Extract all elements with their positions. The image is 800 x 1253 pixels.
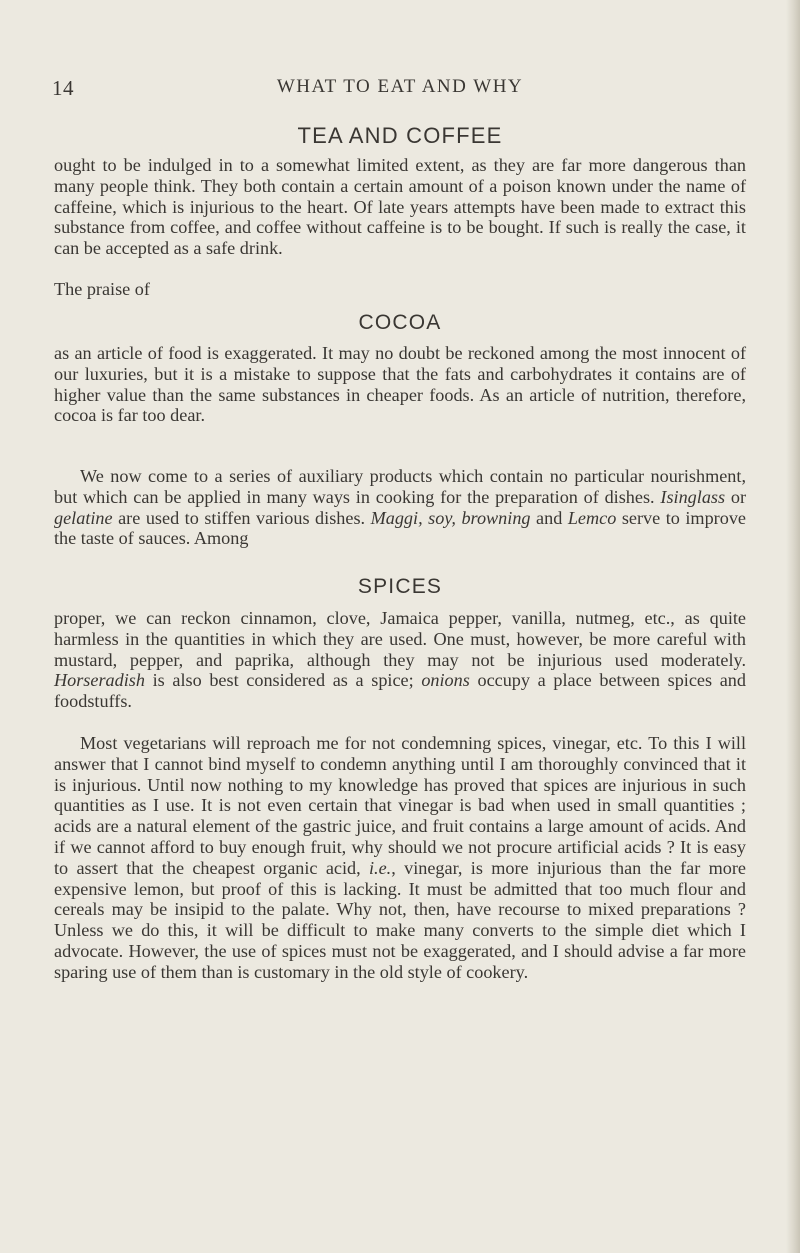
paragraph-cocoa: as an article of food is exaggerated. It may no doubt be reckoned among the most innocent of our luxuries, but it is a mistake to suppose that the fats and carbohydrates it contains are of higher value than the same substances in cheaper foods. As an article of nutrition, therefore, cocoa is far too dear. [54, 343, 746, 426]
paragraph-praise-of: The praise of [54, 279, 150, 299]
italic-horseradish: Horseradish [54, 670, 145, 691]
page-number: 14 [52, 76, 74, 100]
page-edge-shadow [786, 0, 800, 1253]
italic-isinglass: Isinglass [660, 486, 726, 507]
paragraph-auxiliary-products [54, 466, 746, 549]
italic-maggi-soy-browning: Maggi, soy, browning [370, 507, 531, 528]
text-run: are used to stiffen various dishes. [112, 507, 371, 528]
text-run: Most vegetarians will reproach me for not condemning spices, vinegar, etc. To this I will answer that I cannot bind myself to condemn anything until I am thoroughly convinced that it is injurious. Until now nothing to my knowledge has proved that spices are injurious in such quantities as I use. It is not even certain that vinegar is bad when used in small quantities ; acids are a natural element of the gastric juice, and fruit contains a large amount of acids. And if we cannot afford to buy enough fruit, why should we not procure artificial acids ? It is easy to assert that the cheapest organic acid, [54, 733, 746, 878]
text-run: is also best considered as a spice; [144, 670, 422, 691]
text-run: serve to improve the taste of sauces. Among [54, 507, 746, 549]
text-run: proper, we can reckon cinnamon, clove, Jamaica pepper, vanilla, nutmeg, etc., as quite harmless in the quantities in which they are used. One must, however, be more careful with mustard, pepper, and paprika, although they may not be injurious used moderately. [54, 608, 746, 670]
heading-spices: SPICES [357, 575, 443, 598]
text-run: occupy a place between spices and foodstuffs. [54, 670, 746, 712]
paragraph-tea-coffee: ought to be indulged in to a somewhat limited extent, as they are far more dangerous than many people think. They both contain a certain amount of a poison known under the name of caffeine, which is injurious to the heart. Of late years attempts have been made to extract this substance from coffee, and coffee without caffeine is to be bought. If such is really the case, it can be accepted as a safe drink. [54, 155, 746, 259]
text-run: We now come to a series of auxiliary products which contain no particular nourishment, but which can be applied in many ways in cooking for the preparation of dishes. [54, 466, 746, 507]
italic-onions: onions [421, 670, 470, 691]
running-head: WHAT TO EAT AND WHY [276, 76, 524, 97]
heading-tea-and-coffee: TEA AND COFFEE [297, 123, 503, 148]
paragraph-vegetarians [54, 733, 746, 983]
heading-cocoa: COCOA [358, 311, 442, 334]
italic-ie: i.e. [369, 857, 392, 878]
text-run: and [530, 507, 568, 528]
text-run: or [725, 486, 747, 507]
paragraph-spices [54, 608, 746, 712]
italic-lemco: Lemco [567, 507, 617, 528]
italic-gelatine: gelatine [54, 507, 113, 528]
text-run: , vinegar, is more injurious than the far more expensive lemon, but proof of this is lacking. It must be admitted that too much flour and cereals may be insipid to the palate. Why not, then, have recourse to mixed preparations ? Unless we do this, it will be difficult to make many converts to the simple diet which I advocate. However, the use of spices must not be exaggerated, and I should advise a far more sparing use of them than is customary in the old style of cookery. [54, 857, 747, 982]
page-header [0, 76, 800, 106]
